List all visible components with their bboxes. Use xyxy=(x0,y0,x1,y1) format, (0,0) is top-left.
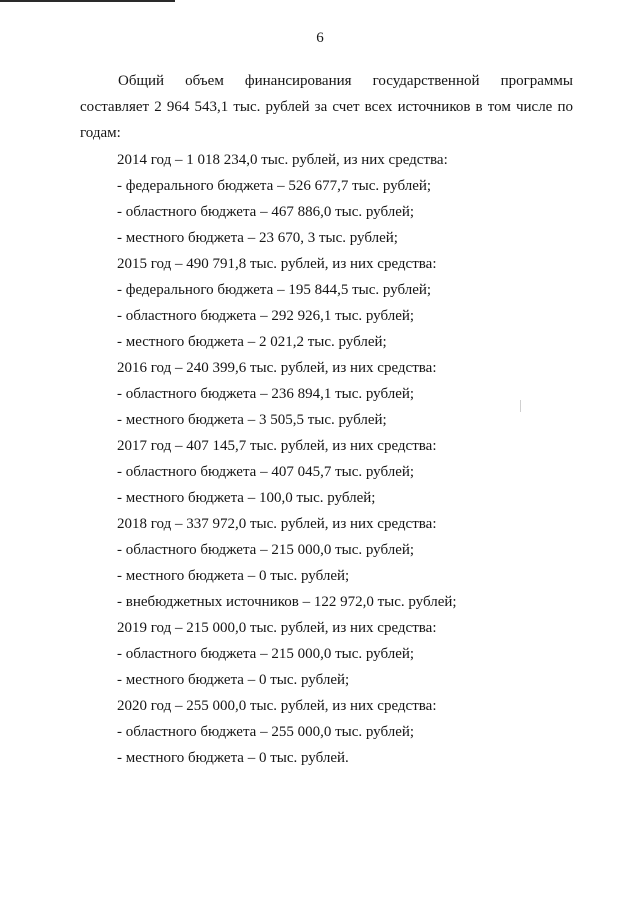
list-item: - местного бюджета – 0 тыс. рублей. xyxy=(117,750,349,766)
list-item: - местного бюджета – 0 тыс. рублей; xyxy=(117,672,350,688)
list-item: 2019 год – 215 000,0 тыс. рублей, из них средства: xyxy=(117,620,437,636)
header-rule xyxy=(0,0,175,2)
page-number: 6 xyxy=(316,30,324,46)
list-item: - федерального бюджета – 526 677,7 тыс. рублей; xyxy=(117,178,432,194)
list-item: 2016 год – 240 399,6 тыс. рублей, из них средства: xyxy=(117,360,437,376)
list-item: - внебюджетных источников – 122 972,0 тыс. рублей; xyxy=(117,594,457,610)
list-item: - местного бюджета – 2 021,2 тыс. рублей; xyxy=(117,334,387,350)
list-item: 2017 год – 407 145,7 тыс. рублей, из них средства: xyxy=(117,438,437,454)
scan-mark xyxy=(520,400,521,412)
list-item: 2020 год – 255 000,0 тыс. рублей, из них средства: xyxy=(117,698,437,714)
list-item: - областного бюджета – 255 000,0 тыс. рублей; xyxy=(117,724,415,740)
list-item: 2015 год – 490 791,8 тыс. рублей, из них средства: xyxy=(117,256,437,272)
list-item: - областного бюджета – 236 894,1 тыс. рублей; xyxy=(117,386,415,402)
list-item: - областного бюджета – 407 045,7 тыс. рублей; xyxy=(117,464,415,480)
list-item: - областного бюджета – 215 000,0 тыс. рублей; xyxy=(117,542,415,558)
list-item: - местного бюджета – 100,0 тыс. рублей; xyxy=(117,490,376,506)
list-item: - областного бюджета – 467 886,0 тыс. рублей; xyxy=(117,204,415,220)
intro-paragraph: Общий объем финансирования государственной программы составляет 2 964 543,1 тыс. рублей за счет всех источников в том числе по годам: xyxy=(80,73,573,141)
list-item: 2018 год – 337 972,0 тыс. рублей, из них средства: xyxy=(117,516,437,532)
list-item: - местного бюджета – 23 670, 3 тыс. рублей; xyxy=(117,230,398,246)
list-item: - местного бюджета – 3 505,5 тыс. рублей; xyxy=(117,412,387,428)
list-item: 2014 год – 1 018 234,0 тыс. рублей, из них средства: xyxy=(117,152,448,168)
funding-list xyxy=(117,147,577,771)
list-item: - федерального бюджета – 195 844,5 тыс. рублей; xyxy=(117,282,432,298)
list-item: - местного бюджета – 0 тыс. рублей; xyxy=(117,568,350,584)
list-item: - областного бюджета – 215 000,0 тыс. рублей; xyxy=(117,646,415,662)
list-item: - областного бюджета – 292 926,1 тыс. рублей; xyxy=(117,308,415,324)
